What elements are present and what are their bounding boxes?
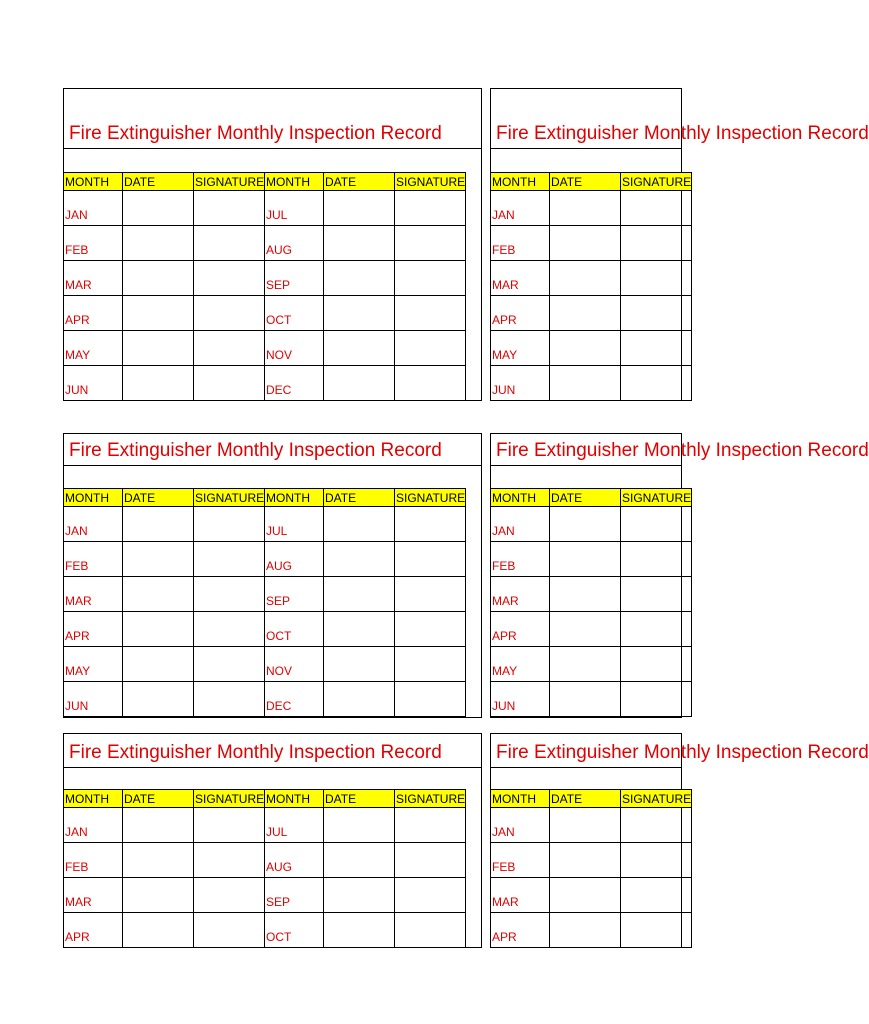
table-row xyxy=(491,647,692,682)
month-cell: MAR xyxy=(64,261,123,296)
date-entry-cell[interactable] xyxy=(550,366,621,401)
card-title xyxy=(491,89,869,149)
table-row xyxy=(64,226,466,261)
signature-entry-cell[interactable] xyxy=(194,542,265,577)
column-header: MONTH xyxy=(491,790,550,808)
date-entry-cell[interactable] xyxy=(550,843,621,878)
signature-entry-cell[interactable] xyxy=(395,612,466,647)
header-row xyxy=(491,790,692,808)
signature-entry-cell[interactable] xyxy=(395,843,466,878)
column-header: MONTH xyxy=(265,790,324,808)
month-cell: JUL xyxy=(265,507,324,542)
date-entry-cell[interactable] xyxy=(324,843,395,878)
date-entry-cell[interactable] xyxy=(550,226,621,261)
table-row xyxy=(64,542,466,577)
signature-entry-cell[interactable] xyxy=(194,296,265,331)
table-row xyxy=(64,191,466,226)
table-row xyxy=(491,682,692,717)
header-row xyxy=(64,489,466,507)
month-cell: OCT xyxy=(265,612,324,647)
column-header: MONTH xyxy=(265,489,324,507)
month-cell: FEB xyxy=(64,542,123,577)
month-cell: MAY xyxy=(64,331,123,366)
table-row xyxy=(491,507,692,542)
signature-entry-cell[interactable] xyxy=(395,226,466,261)
table-row xyxy=(64,878,466,913)
signature-entry-cell[interactable] xyxy=(621,878,692,913)
date-entry-cell[interactable] xyxy=(324,808,395,843)
date-entry-cell[interactable] xyxy=(324,191,395,226)
date-entry-cell[interactable] xyxy=(123,261,194,296)
month-cell: FEB xyxy=(491,843,550,878)
signature-entry-cell[interactable] xyxy=(621,366,692,401)
card-title xyxy=(64,89,481,149)
month-cell: SEP xyxy=(265,577,324,612)
signature-entry-cell[interactable] xyxy=(395,878,466,913)
card-title xyxy=(64,434,481,466)
card-title-text: Fire Extinguisher Monthly Inspection Record xyxy=(69,123,442,144)
table-row xyxy=(491,577,692,612)
month-cell: APR xyxy=(64,612,123,647)
date-entry-cell[interactable] xyxy=(123,913,194,948)
date-entry-cell[interactable] xyxy=(324,647,395,682)
table-row xyxy=(491,542,692,577)
date-entry-cell[interactable] xyxy=(123,331,194,366)
month-cell: SEP xyxy=(265,878,324,913)
blank-row xyxy=(491,768,681,790)
column-header: DATE xyxy=(123,173,194,191)
date-entry-cell[interactable] xyxy=(123,878,194,913)
signature-entry-cell[interactable] xyxy=(395,542,466,577)
month-cell: NOV xyxy=(265,647,324,682)
signature-entry-cell[interactable] xyxy=(621,808,692,843)
column-header: SIGNATURE xyxy=(195,791,265,806)
blank-row xyxy=(491,149,681,173)
table-row xyxy=(491,808,692,843)
inspection-card xyxy=(63,88,482,401)
month-cell: JAN xyxy=(64,808,123,843)
blank-row xyxy=(491,466,681,489)
signature-entry-cell[interactable] xyxy=(395,913,466,948)
inspection-card xyxy=(490,88,869,401)
month-cell: JUL xyxy=(265,191,324,226)
table-row xyxy=(491,612,692,647)
signature-entry-cell[interactable] xyxy=(395,682,466,717)
inspection-card xyxy=(63,733,482,948)
signature-entry-cell[interactable] xyxy=(395,808,466,843)
date-entry-cell[interactable] xyxy=(550,507,621,542)
month-cell: JAN xyxy=(491,191,550,226)
date-entry-cell[interactable] xyxy=(123,808,194,843)
inspection-card xyxy=(490,433,869,718)
signature-entry-cell[interactable] xyxy=(621,682,692,717)
table-row xyxy=(491,226,692,261)
inspection-grid xyxy=(63,789,466,948)
date-entry-cell[interactable] xyxy=(550,296,621,331)
month-cell: MAY xyxy=(64,647,123,682)
month-cell: AUG xyxy=(265,843,324,878)
date-entry-cell[interactable] xyxy=(324,878,395,913)
signature-entry-cell[interactable] xyxy=(194,913,265,948)
month-cell: JUN xyxy=(491,366,550,401)
inspection-card xyxy=(490,733,869,948)
month-cell: JAN xyxy=(64,507,123,542)
month-cell: FEB xyxy=(491,542,550,577)
signature-entry-cell[interactable] xyxy=(621,577,692,612)
blank-row xyxy=(64,466,481,489)
table-row xyxy=(64,913,466,948)
column-header: DATE xyxy=(550,489,621,507)
date-entry-cell[interactable] xyxy=(550,577,621,612)
signature-entry-cell[interactable] xyxy=(194,191,265,226)
column-header: DATE xyxy=(324,173,395,191)
month-cell: MAR xyxy=(491,878,550,913)
month-cell: NOV xyxy=(265,331,324,366)
month-cell: DEC xyxy=(265,682,324,717)
table-row xyxy=(64,808,466,843)
column-header: DATE xyxy=(550,173,621,191)
table-row xyxy=(491,843,692,878)
date-entry-cell[interactable] xyxy=(324,331,395,366)
signature-entry-cell[interactable] xyxy=(194,682,265,717)
card-title xyxy=(491,434,869,466)
date-entry-cell[interactable] xyxy=(123,647,194,682)
signature-entry-cell[interactable] xyxy=(621,226,692,261)
date-entry-cell[interactable] xyxy=(123,507,194,542)
inspection-grid xyxy=(490,789,692,948)
signature-entry-cell[interactable] xyxy=(621,261,692,296)
month-cell: MAR xyxy=(491,577,550,612)
date-entry-cell[interactable] xyxy=(324,507,395,542)
date-entry-cell[interactable] xyxy=(324,612,395,647)
column-header: SIGNATURE xyxy=(396,791,466,806)
signature-entry-cell[interactable] xyxy=(194,808,265,843)
month-cell: JUN xyxy=(491,682,550,717)
header-row xyxy=(64,790,466,808)
card-title-text: Fire Extinguisher Monthly Inspection Record xyxy=(496,123,869,144)
signature-entry-cell[interactable] xyxy=(621,612,692,647)
signature-entry-cell[interactable] xyxy=(395,577,466,612)
column-header: SIGNATURE xyxy=(396,174,466,189)
table-row xyxy=(491,261,692,296)
date-entry-cell[interactable] xyxy=(324,226,395,261)
signature-entry-cell[interactable] xyxy=(194,647,265,682)
month-cell: JUN xyxy=(64,682,123,717)
date-entry-cell[interactable] xyxy=(550,647,621,682)
inspection-grid xyxy=(490,488,692,717)
signature-entry-cell[interactable] xyxy=(621,647,692,682)
blank-row xyxy=(64,768,481,790)
card-title-text: Fire Extinguisher Monthly Inspection Record xyxy=(69,440,442,461)
month-cell: APR xyxy=(491,913,550,948)
inspection-grid xyxy=(490,172,692,401)
month-cell: DEC xyxy=(265,366,324,401)
date-entry-cell[interactable] xyxy=(123,542,194,577)
month-cell: MAY xyxy=(491,331,550,366)
date-entry-cell[interactable] xyxy=(123,682,194,717)
month-cell: MAR xyxy=(491,261,550,296)
month-cell: AUG xyxy=(265,226,324,261)
column-header: DATE xyxy=(324,790,395,808)
month-cell: JAN xyxy=(491,507,550,542)
date-entry-cell[interactable] xyxy=(324,682,395,717)
month-cell: SEP xyxy=(265,261,324,296)
date-entry-cell[interactable] xyxy=(550,808,621,843)
date-entry-cell[interactable] xyxy=(550,331,621,366)
column-header: SIGNATURE xyxy=(622,490,692,505)
blank-row xyxy=(64,149,481,173)
signature-entry-cell[interactable] xyxy=(621,296,692,331)
date-entry-cell[interactable] xyxy=(550,542,621,577)
date-entry-cell[interactable] xyxy=(324,261,395,296)
column-header: MONTH xyxy=(491,173,550,191)
column-header: SIGNATURE xyxy=(195,490,265,505)
header-row xyxy=(64,173,466,191)
column-header: DATE xyxy=(550,790,621,808)
column-header: SIGNATURE xyxy=(622,174,692,189)
date-entry-cell[interactable] xyxy=(550,612,621,647)
table-row xyxy=(491,878,692,913)
column-header: MONTH xyxy=(64,489,123,507)
signature-entry-cell[interactable] xyxy=(194,612,265,647)
table-row xyxy=(491,331,692,366)
card-title-text: Fire Extinguisher Monthly Inspection Record xyxy=(496,440,869,461)
signature-entry-cell[interactable] xyxy=(621,843,692,878)
card-title xyxy=(491,734,869,768)
month-cell: APR xyxy=(491,296,550,331)
signature-entry-cell[interactable] xyxy=(395,366,466,401)
date-entry-cell[interactable] xyxy=(324,577,395,612)
signature-entry-cell[interactable] xyxy=(194,261,265,296)
table-row xyxy=(491,296,692,331)
month-cell: MAR xyxy=(64,577,123,612)
month-cell: MAY xyxy=(491,647,550,682)
signature-entry-cell[interactable] xyxy=(395,507,466,542)
table-row xyxy=(491,191,692,226)
signature-entry-cell[interactable] xyxy=(395,191,466,226)
month-cell: FEB xyxy=(491,226,550,261)
month-cell: MAR xyxy=(64,878,123,913)
date-entry-cell[interactable] xyxy=(123,612,194,647)
date-entry-cell[interactable] xyxy=(550,682,621,717)
table-row xyxy=(64,261,466,296)
inspection-grid xyxy=(63,172,466,401)
month-cell: JUL xyxy=(265,808,324,843)
inspection-grid xyxy=(63,488,466,717)
signature-entry-cell[interactable] xyxy=(395,261,466,296)
column-header: MONTH xyxy=(64,790,123,808)
signature-entry-cell[interactable] xyxy=(194,577,265,612)
month-cell: JAN xyxy=(491,808,550,843)
month-cell: OCT xyxy=(265,913,324,948)
card-title-text: Fire Extinguisher Monthly Inspection Record xyxy=(69,742,442,763)
signature-entry-cell[interactable] xyxy=(395,296,466,331)
date-entry-cell[interactable] xyxy=(324,296,395,331)
date-entry-cell[interactable] xyxy=(324,913,395,948)
table-row xyxy=(64,331,466,366)
signature-entry-cell[interactable] xyxy=(621,331,692,366)
date-entry-cell[interactable] xyxy=(550,191,621,226)
date-entry-cell[interactable] xyxy=(123,191,194,226)
table-row xyxy=(64,612,466,647)
column-header: MONTH xyxy=(491,489,550,507)
date-entry-cell[interactable] xyxy=(123,366,194,401)
signature-entry-cell[interactable] xyxy=(395,647,466,682)
column-header: MONTH xyxy=(64,173,123,191)
column-header: DATE xyxy=(324,489,395,507)
date-entry-cell[interactable] xyxy=(123,577,194,612)
table-row xyxy=(64,366,466,401)
month-cell: APR xyxy=(64,296,123,331)
signature-entry-cell[interactable] xyxy=(621,542,692,577)
header-row xyxy=(491,489,692,507)
column-header: DATE xyxy=(123,489,194,507)
month-cell: APR xyxy=(64,913,123,948)
signature-entry-cell[interactable] xyxy=(621,191,692,226)
signature-entry-cell[interactable] xyxy=(194,843,265,878)
card-title-text: Fire Extinguisher Monthly Inspection Record xyxy=(496,742,869,763)
signature-entry-cell[interactable] xyxy=(194,331,265,366)
inspection-card xyxy=(63,433,482,718)
date-entry-cell[interactable] xyxy=(550,913,621,948)
date-entry-cell[interactable] xyxy=(550,261,621,296)
table-row xyxy=(64,296,466,331)
date-entry-cell[interactable] xyxy=(324,542,395,577)
date-entry-cell[interactable] xyxy=(324,366,395,401)
signature-entry-cell[interactable] xyxy=(194,507,265,542)
signature-entry-cell[interactable] xyxy=(621,507,692,542)
date-entry-cell[interactable] xyxy=(123,296,194,331)
table-row xyxy=(64,577,466,612)
signature-entry-cell[interactable] xyxy=(395,331,466,366)
card-title xyxy=(64,734,481,768)
signature-entry-cell[interactable] xyxy=(194,366,265,401)
table-row xyxy=(491,366,692,401)
signature-entry-cell[interactable] xyxy=(621,913,692,948)
table-row xyxy=(64,843,466,878)
table-row xyxy=(491,913,692,948)
date-entry-cell[interactable] xyxy=(550,878,621,913)
date-entry-cell[interactable] xyxy=(123,843,194,878)
column-header: SIGNATURE xyxy=(396,490,466,505)
month-cell: OCT xyxy=(265,296,324,331)
table-row xyxy=(64,507,466,542)
signature-entry-cell[interactable] xyxy=(194,226,265,261)
month-cell: FEB xyxy=(64,843,123,878)
month-cell: FEB xyxy=(64,226,123,261)
column-header: MONTH xyxy=(265,173,324,191)
month-cell: JAN xyxy=(64,191,123,226)
table-row xyxy=(64,682,466,717)
column-header: SIGNATURE xyxy=(622,791,692,806)
column-header: DATE xyxy=(123,790,194,808)
date-entry-cell[interactable] xyxy=(123,226,194,261)
signature-entry-cell[interactable] xyxy=(194,878,265,913)
table-row xyxy=(64,647,466,682)
column-header: SIGNATURE xyxy=(195,174,265,189)
header-row xyxy=(491,173,692,191)
month-cell: APR xyxy=(491,612,550,647)
month-cell: AUG xyxy=(265,542,324,577)
month-cell: JUN xyxy=(64,366,123,401)
